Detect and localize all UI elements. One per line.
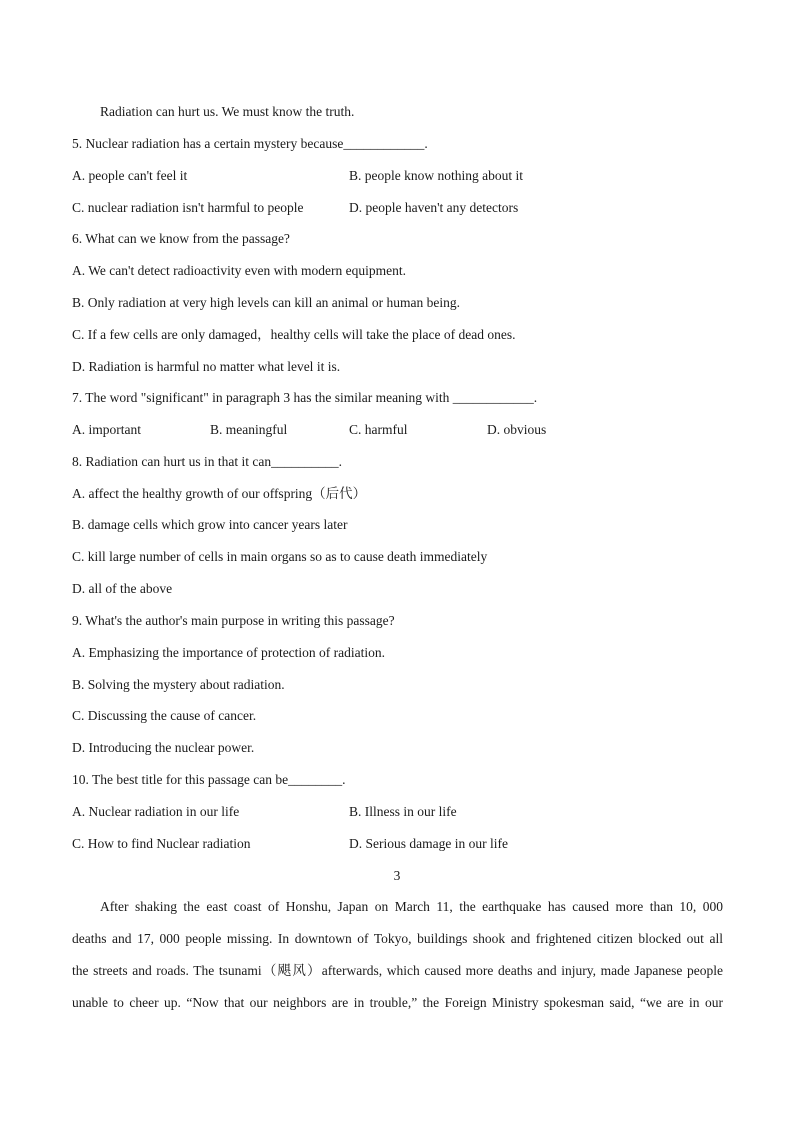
passage-line-1: After shaking the east coast of Honshu, Japan on March 11, the earthquake has caused more than 10, 000 bbox=[100, 899, 723, 914]
question-9-option-a: A. Emphasizing the importance of protection of radiation. bbox=[72, 645, 386, 660]
question-10-option-a: A. Nuclear radiation in our life bbox=[72, 804, 240, 819]
passage-line-2: deaths and 17, 000 people missing. In downtown of Tokyo, buildings shook and frightened citizen blocked out all bbox=[72, 931, 723, 946]
question-10-option-b: B. Illness in our life bbox=[349, 804, 457, 819]
question-6-option-c: C. If a few cells are only damaged，healthy cells will take the place of dead ones. bbox=[72, 327, 516, 342]
passage-line-3: the streets and roads. The tsunami（飓风）afterwards, which caused more deaths and injury, made Japanese people bbox=[72, 963, 723, 978]
question-9-option-c: C. Discussing the cause of cancer. bbox=[72, 708, 257, 723]
passage-line-4: unable to cheer up. “Now that our neighbors are in trouble,” the Foreign Ministry spokesman said, “we are in our bbox=[72, 995, 723, 1010]
question-7-option-b: B. meaningful bbox=[210, 422, 288, 437]
question-7-option-c: C. harmful bbox=[349, 422, 408, 437]
question-9-option-d: D. Introducing the nuclear power. bbox=[72, 740, 255, 755]
question-8-option-d: D. all of the above bbox=[72, 581, 173, 596]
intro-line: Radiation can hurt us. We must know the truth. bbox=[100, 104, 355, 119]
question-8-stem: 8. Radiation can hurt us in that it can__________. bbox=[72, 454, 342, 469]
question-5-option-c: C. nuclear radiation isn't harmful to people bbox=[72, 200, 304, 215]
section-number: 3 bbox=[393, 868, 401, 883]
question-7-option-a: A. important bbox=[72, 422, 141, 437]
question-5-option-a: A. people can't feel it bbox=[72, 168, 188, 183]
question-8-option-a: A. affect the healthy growth of our offspring（后代） bbox=[72, 486, 367, 501]
question-6-option-b: B. Only radiation at very high levels can kill an animal or human being. bbox=[72, 295, 461, 310]
question-7-stem: 7. The word "significant" in paragraph 3 has the similar meaning with ____________. bbox=[72, 390, 538, 405]
question-10-stem: 10. The best title for this passage can be________. bbox=[72, 772, 346, 787]
question-10-option-c: C. How to find Nuclear radiation bbox=[72, 836, 251, 851]
question-9-option-b: B. Solving the mystery about radiation. bbox=[72, 677, 285, 692]
question-5-option-d: D. people haven't any detectors bbox=[349, 200, 519, 215]
question-5-stem: 5. Nuclear radiation has a certain mystery because____________. bbox=[72, 136, 428, 151]
question-8-option-c: C. kill large number of cells in main organs so as to cause death immediately bbox=[72, 549, 488, 564]
question-6-stem: 6. What can we know from the passage? bbox=[72, 231, 290, 246]
question-7-option-d: D. obvious bbox=[487, 422, 547, 437]
question-10-option-d: D. Serious damage in our life bbox=[349, 836, 508, 851]
question-9-stem: 9. What's the author's main purpose in writing this passage? bbox=[72, 613, 395, 628]
question-6-option-d: D. Radiation is harmful no matter what level it is. bbox=[72, 359, 341, 374]
question-8-option-b: B. damage cells which grow into cancer years later bbox=[72, 517, 348, 532]
question-6-option-a: A. We can't detect radioactivity even with modern equipment. bbox=[72, 263, 406, 278]
question-5-option-b: B. people know nothing about it bbox=[349, 168, 523, 183]
